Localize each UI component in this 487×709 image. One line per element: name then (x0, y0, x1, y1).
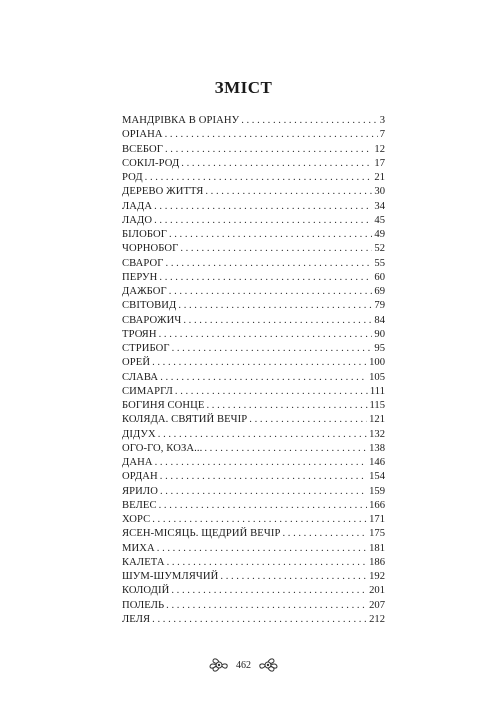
dot-leader (172, 342, 373, 356)
toc-entry-page: 45 (374, 214, 385, 226)
toc-entry (122, 442, 385, 456)
dot-leader (183, 314, 372, 328)
toc-entry (122, 356, 385, 370)
toc-entry-title: ЧОРНОБОГ (122, 243, 179, 255)
toc-entry-title: СТРИБОГ (122, 343, 170, 354)
toc-entry (122, 285, 385, 299)
dot-leader (154, 214, 372, 228)
toc-entry-title: ЛАДА (122, 200, 153, 212)
toc-entry-page: 55 (374, 257, 385, 269)
page-number: 462 (236, 659, 251, 671)
toc-entry-title: ВСЕБОГ (122, 143, 163, 155)
toc-entry-page: 34 (374, 200, 385, 212)
toc-entry-title: ЯРИЛО (122, 485, 158, 497)
toc-entry-title: ЯСЕН-МІСЯЦЬ. ЩЕДРИЙ ВЕЧІР (122, 528, 281, 540)
toc-entry-title: СВАРОГ (122, 257, 164, 269)
table-of-contents (122, 114, 385, 627)
toc-entry-title: ДАНА (122, 457, 153, 468)
toc-entry-page: 154 (369, 471, 385, 483)
toc-entry-title: ВЕЛЕС (122, 499, 157, 511)
toc-entry-title: ДАЖБОГ (122, 286, 167, 297)
toc-entry-page: 181 (369, 542, 385, 554)
toc-entry (122, 499, 385, 513)
toc-entry-page: 3 (379, 115, 385, 126)
toc-entry-title: РОД (122, 172, 143, 183)
dot-leader (152, 513, 367, 527)
toc-entry (122, 128, 385, 142)
dot-leader (157, 542, 367, 556)
toc-entry-page: 30 (374, 186, 385, 198)
toc-entry-page: 212 (369, 613, 385, 625)
toc-entry-title: ЛЕЛЯ (122, 613, 151, 625)
toc-entry (122, 299, 385, 313)
toc-entry-page: 100 (369, 357, 385, 369)
toc-entry (122, 470, 385, 484)
dot-leader (165, 143, 372, 157)
dot-leader (159, 328, 373, 342)
dot-leader (171, 584, 367, 598)
dot-leader (166, 257, 373, 271)
dot-leader (241, 114, 378, 128)
toc-entry-page: 12 (374, 143, 385, 155)
dot-leader (220, 570, 367, 584)
toc-entry-page: 171 (369, 514, 385, 525)
toc-entry (122, 371, 385, 385)
toc-entry-title: ОРЕЙ (122, 357, 151, 369)
toc-entry (122, 143, 385, 157)
toc-entry-page: 95 (374, 343, 385, 354)
dot-leader (158, 428, 367, 442)
toc-entry (122, 114, 385, 128)
dot-leader (207, 399, 368, 413)
toc-entry-title: КОЛОДІЙ (122, 585, 170, 597)
toc-entry (122, 542, 385, 556)
dot-leader (145, 171, 373, 185)
toc-entry-page: 105 (369, 371, 385, 383)
dot-leader (154, 200, 372, 214)
toc-entry-title: ДІДУХ (122, 428, 156, 440)
toc-entry-page: 21 (374, 172, 385, 183)
toc-entry (122, 328, 385, 342)
toc-entry (122, 513, 385, 527)
toc-entry-page: 60 (374, 271, 385, 283)
page-footer (0, 654, 487, 676)
dot-leader (167, 556, 368, 570)
toc-entry-page: 115 (369, 400, 385, 411)
toc-entry (122, 228, 385, 242)
toc-entry-title: СОКІЛ-РОД (122, 157, 180, 169)
toc-entry-title: ОГО-ГО, КОЗА... (122, 442, 203, 454)
toc-entry (122, 214, 385, 228)
toc-entry-title: СЛАВА (122, 371, 159, 383)
dot-leader (204, 442, 367, 456)
toc-entry (122, 456, 385, 470)
dot-leader (159, 499, 367, 513)
toc-entry (122, 185, 385, 199)
toc-entry-page: 166 (369, 499, 385, 511)
toc-entry (122, 314, 385, 328)
dot-leader (181, 157, 372, 171)
toc-entry-title: ОРІАНА (122, 129, 163, 141)
toc-entry-page: 201 (369, 585, 385, 597)
toc-entry-title: СВАРОЖИЧ (122, 314, 182, 326)
toc-entry-page: 138 (369, 442, 385, 454)
toc-entry (122, 413, 385, 427)
toc-entry-title: ПОЛЕЛЬ (122, 599, 165, 611)
toc-entry-title: ТРОЯН (122, 328, 157, 340)
dot-leader (159, 271, 372, 285)
toc-entry (122, 200, 385, 214)
toc-entry-title: ПЕРУН (122, 271, 158, 283)
toc-entry-title: ДЕРЕВО ЖИТТЯ (122, 186, 204, 198)
toc-entry-page: 17 (374, 157, 385, 169)
toc-entry (122, 613, 385, 627)
toc-entry-page: 192 (369, 571, 385, 582)
dot-leader (178, 299, 372, 313)
dot-leader (180, 242, 372, 256)
toc-entry-page: 207 (369, 599, 385, 611)
toc-entry-title: ЛАДО (122, 214, 153, 226)
dot-leader (249, 413, 367, 427)
toc-entry-title: СИМАРГЛ (122, 385, 173, 397)
toc-entry-title: ОРДАН (122, 471, 158, 483)
dot-leader (160, 485, 367, 499)
toc-entry-page: 79 (374, 300, 385, 312)
dot-leader (169, 285, 373, 299)
toc-entry (122, 257, 385, 271)
page-title: ЗМІСТ (214, 78, 273, 97)
toc-entry-page: 132 (369, 428, 385, 440)
dot-leader (205, 185, 372, 199)
toc-entry (122, 342, 385, 356)
toc-entry (122, 584, 385, 598)
dot-leader (152, 356, 367, 370)
toc-entry (122, 485, 385, 499)
toc-entry-page: 121 (369, 414, 385, 426)
toc-entry (122, 527, 385, 541)
toc-entry-title: ШУМ-ШУМЛЯЧИЙ (122, 571, 219, 582)
toc-entry (122, 271, 385, 285)
toc-entry-page: 7 (379, 129, 385, 141)
dot-leader (160, 470, 367, 484)
toc-entry-title: СВІТОВИД (122, 300, 177, 312)
dot-leader (155, 456, 368, 470)
dot-leader (175, 385, 368, 399)
toc-entry (122, 242, 385, 256)
toc-entry (122, 556, 385, 570)
dot-leader (165, 128, 378, 142)
toc-entry (122, 157, 385, 171)
floral-ornament-icon (208, 655, 230, 675)
toc-entry-title: БІЛОБОГ (122, 229, 167, 240)
toc-entry-page: 84 (374, 314, 385, 326)
toc-entry-page: 49 (374, 229, 385, 240)
toc-entry-page: 52 (374, 243, 385, 255)
toc-entry-title: МАНДРІВКА В ОРІАНУ (122, 115, 240, 126)
floral-ornament-icon (257, 655, 279, 675)
toc-entry-page: 111 (369, 385, 385, 397)
toc-entry (122, 399, 385, 413)
toc-entry-page: 175 (369, 528, 385, 540)
toc-entry-page: 186 (369, 556, 385, 568)
toc-entry (122, 385, 385, 399)
toc-entry-title: ХОРС (122, 514, 151, 525)
toc-entry-title: БОГИНЯ СОНЦЕ (122, 400, 205, 411)
dot-leader (160, 371, 367, 385)
toc-entry-page: 159 (369, 485, 385, 497)
dot-leader (166, 599, 367, 613)
toc-entry (122, 428, 385, 442)
toc-entry-page: 69 (374, 286, 385, 297)
toc-entry-page: 90 (374, 328, 385, 340)
toc-entry-title: КОЛЯДА. СВЯТИЙ ВЕЧІР (122, 414, 248, 426)
toc-entry-title: КАЛЕТА (122, 556, 165, 568)
toc-entry-page: 146 (369, 457, 385, 468)
dot-leader (152, 613, 367, 627)
toc-entry (122, 599, 385, 613)
toc-entry (122, 171, 385, 185)
dot-leader (282, 527, 367, 541)
toc-entry-title: МИХА (122, 542, 155, 554)
toc-entry (122, 570, 385, 584)
dot-leader (169, 228, 372, 242)
